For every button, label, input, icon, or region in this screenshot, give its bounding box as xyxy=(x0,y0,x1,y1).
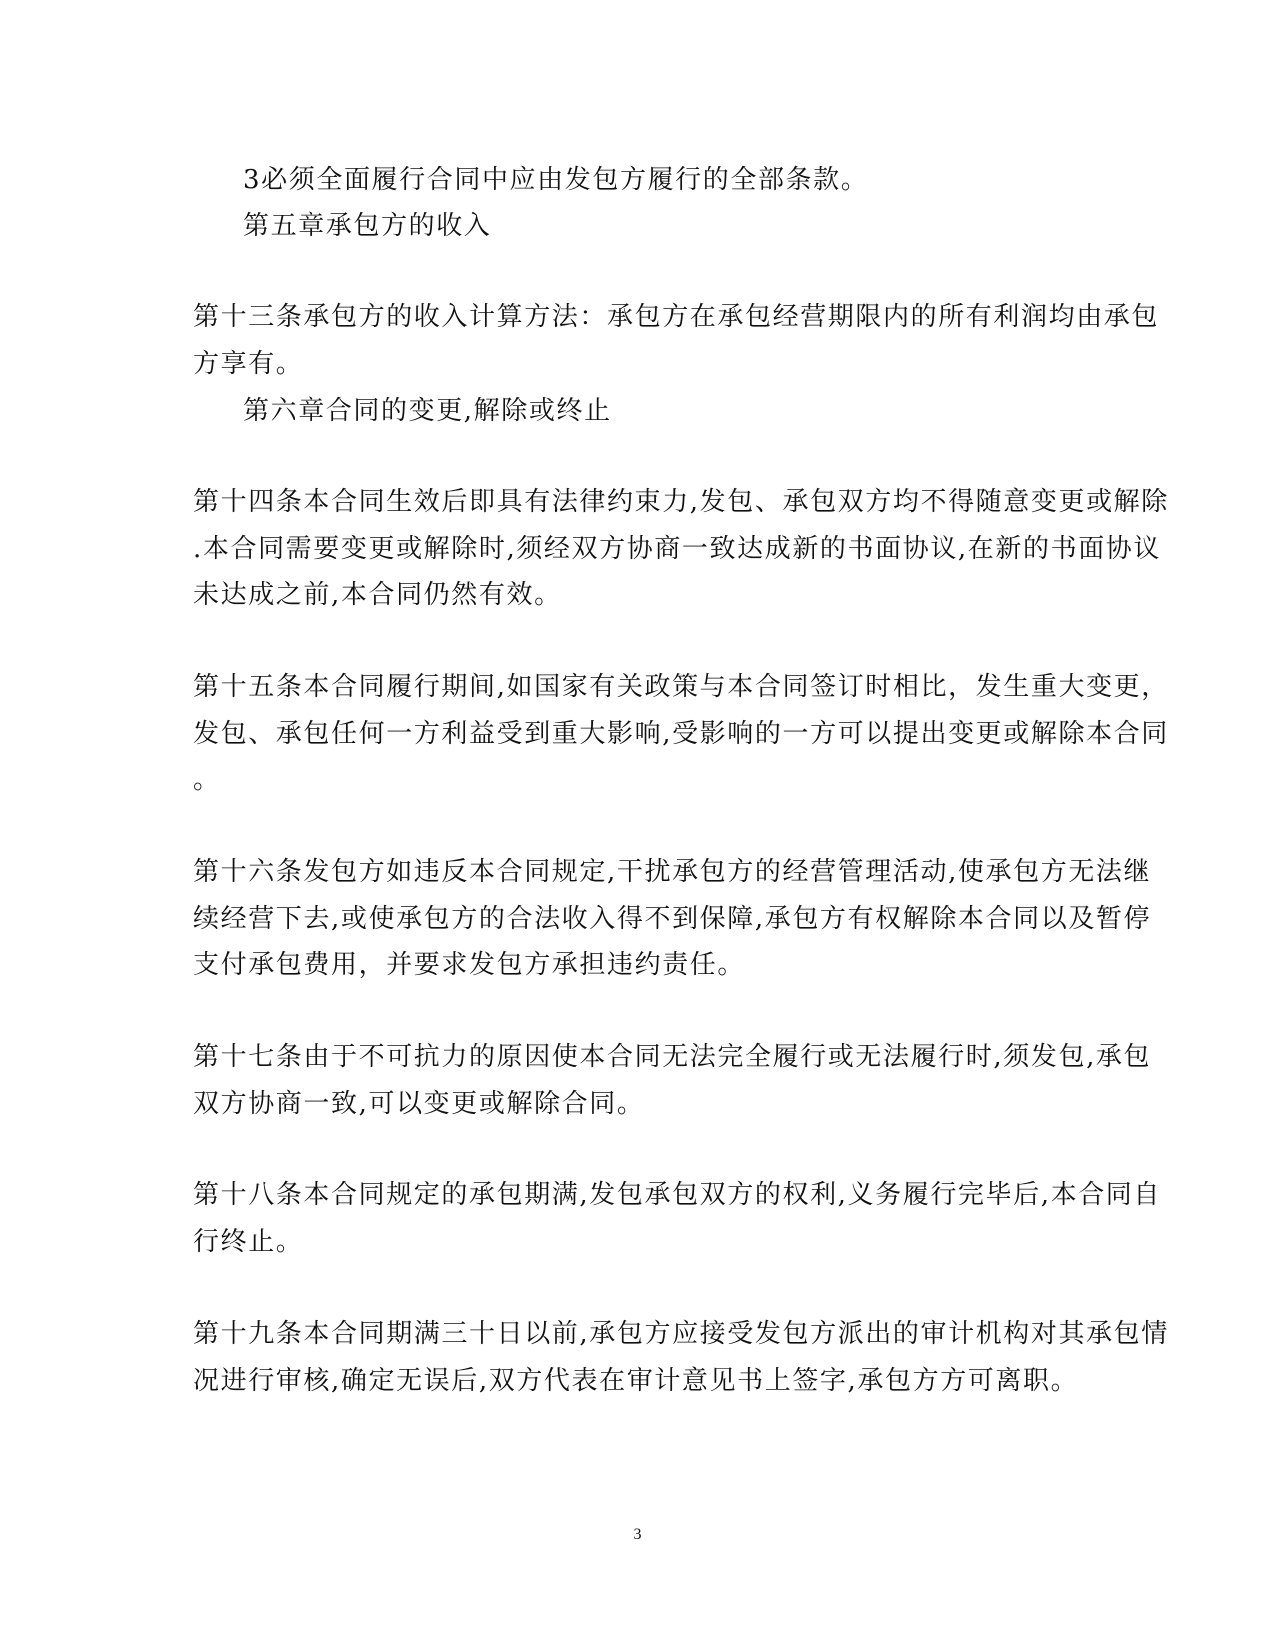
page-number: 3 xyxy=(633,1526,642,1543)
chapter-heading: 第五章承包方的收入 xyxy=(243,211,492,241)
article-17-line-1: 第十七条由于不可抗力的原因使本合同无法完全履行或无法履行时,须发包,承包 xyxy=(193,1042,1152,1072)
article-15-line-1: 第十五条本合同履行期间,如国家有关政策与本合同签订时相比，发生重大变更， xyxy=(193,672,1169,702)
article-16-line-1: 第十六条发包方如违反本合同规定,干扰承包方的经营管理活动,使承包方无法继 xyxy=(193,857,1152,887)
article-16-line-3: 支付承包费用，并要求发包方承担违约责任。 xyxy=(193,950,746,980)
article-17-line-2: 双方协商一致,可以变更或解除合同。 xyxy=(193,1089,645,1119)
article-14-line-3: 未达成之前,本合同仍然有效。 xyxy=(193,580,562,610)
clause-text-line: 3必须全面履行合同中应由发包方履行的全部条款。 xyxy=(243,165,869,195)
article-15-line-3: 。 xyxy=(193,765,221,795)
article-15-line-2: 发包、承包任何一方利益受到重大影响,受影响的一方可以提出变更或解除本合同 xyxy=(193,719,1169,749)
article-18-line-2: 行终止。 xyxy=(193,1227,304,1257)
article-14-line-1: 第十四条本合同生效后即具有法律约束力,发包、承包双方均不得随意变更或解除 xyxy=(193,487,1169,517)
chapter-heading: 第六章合同的变更,解除或终止 xyxy=(243,396,612,426)
article-16-line-2: 续经营下去,或使承包方的合法收入得不到保障,承包方有权解除本合同以及暂停 xyxy=(193,904,1152,934)
article-19-line-2: 况进行审核,确定无误后,双方代表在审计意见书上签字,承包方方可离职。 xyxy=(193,1366,1079,1396)
article-18-line-1: 第十八条本合同规定的承包期满,发包承包双方的权利,义务履行完毕后,本合同自 xyxy=(193,1180,1161,1210)
article-19-line-1: 第十九条本合同期满三十日以前,承包方应接受发包方派出的审计机构对其承包情 xyxy=(193,1319,1169,1349)
article-13-line-1: 第十三条承包方的收入计算方法：承包方在承包经营期限内的所有利润均由承包 xyxy=(193,302,1160,332)
article-14-line-2: .本合同需要变更或解除时,须经双方协商一致达成新的书面协议,在新的书面协议 xyxy=(193,534,1161,564)
article-13-line-2: 方享有。 xyxy=(193,349,304,379)
